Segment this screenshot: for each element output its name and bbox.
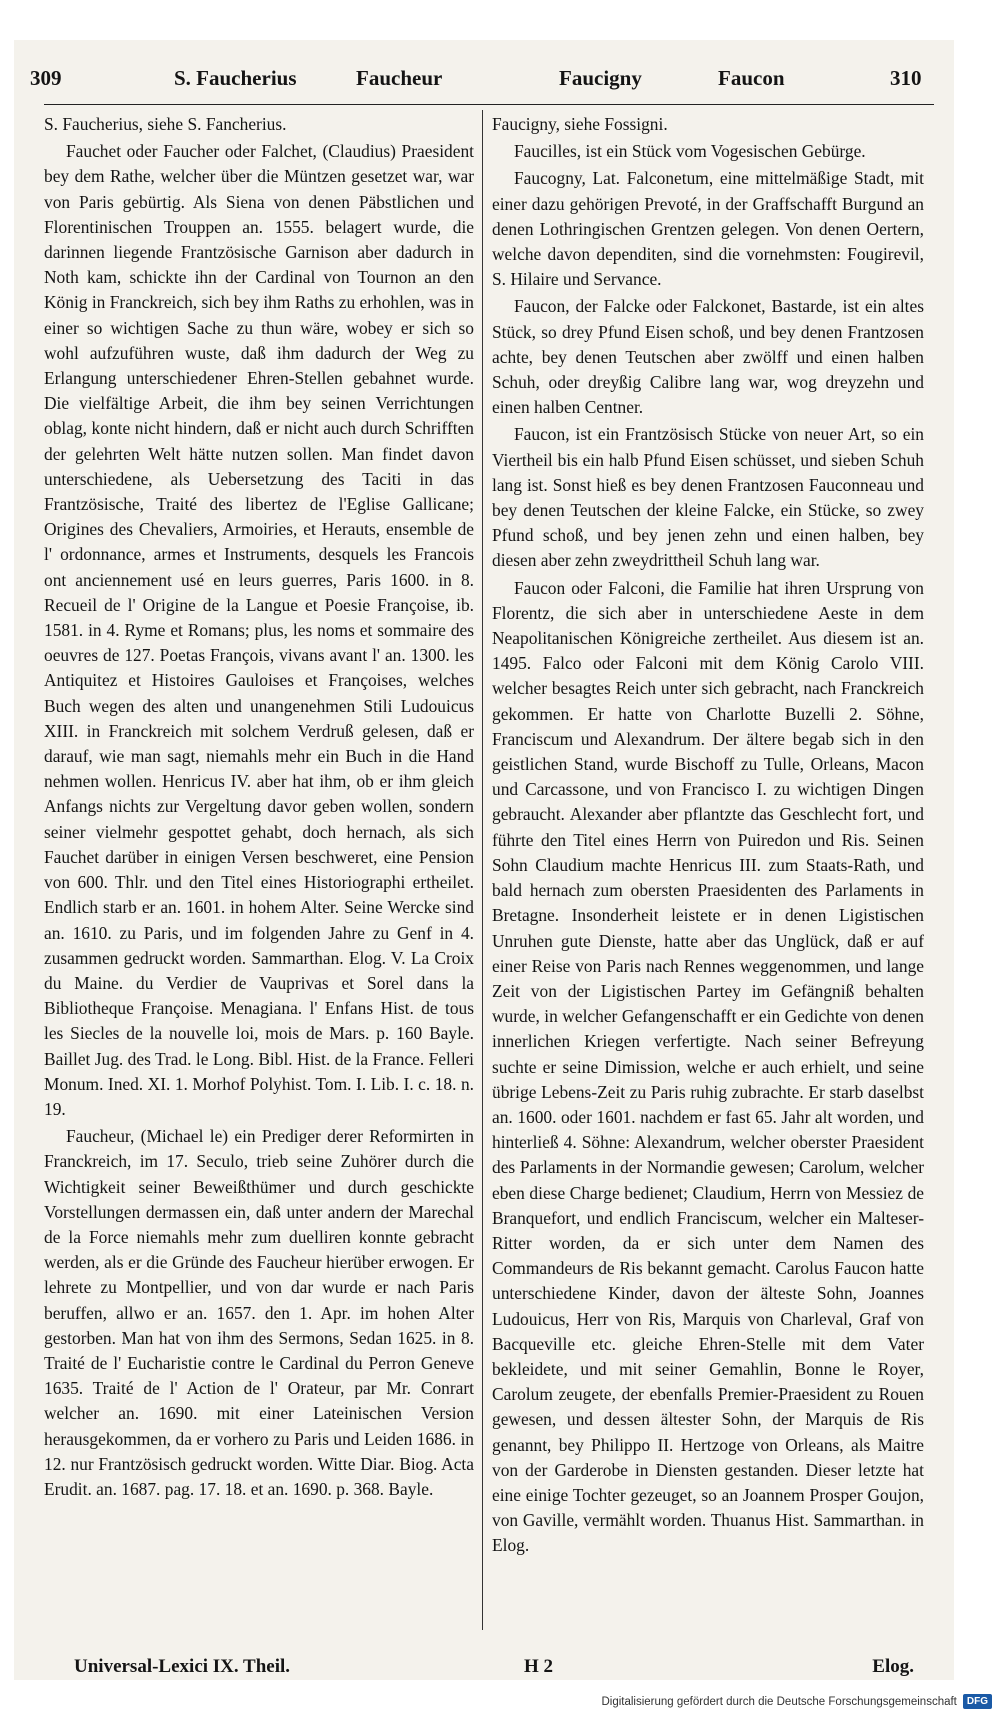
right-header-title-2: Faucon: [718, 66, 785, 90]
right-header-title-1: Faucigny: [559, 66, 642, 90]
sheet-mark: H 2: [524, 1656, 554, 1677]
left-header-title-1: S. Faucherius: [174, 66, 297, 90]
entry-text: Faucogny, Lat. Falconetum, eine mittelmäßige Stadt, mit einer dazu gehörigen Prevoté, in der Graffschafft Burgund an denen Lothringischen Grentzen gelegen. Von denen Oertern, welche davon dependiten, sind die vornehmsten: Fougirevil, S. Hilaire und Servance.: [492, 168, 924, 290]
digitization-credit: [601, 1694, 992, 1709]
right-column: [492, 112, 924, 1612]
entry-text: Fauchet oder Faucher oder Falchet, (Claudius) Praesident bey dem Rathe, welcher über die Müntzen gesetzet war, war von Paris gebürtig. Als Siena von denen Päbstlichen und Florentinischen Trouppen an. 1555. belagert wurde, die darinnen liegende Frantzösische Garnison aber dadurch in Noth kam, schickte ihn der Cardinal von Tournon an den König in Franckreich, sich bey ihm Raths zu erhohlen, was in einer so wichtigen Sache zu thun wäre, wobey er sich so wohl aufzuführen wuste, daß ihm dadurch der Weg zu Erlangung unterschiedener Ehren-Stellen gebahnet wurde. Die vielfältige Arbeit, die ihm bey seinen Verrichtungen oblag, konte nicht hindern, daß er nicht auch durch Schrifften der gelehrten Welt hätte nutzen sollen. Man findet davon unterschiedene, als Uebersetzung des Taciti in das Frantzösische, Traité des libertez de l'Eglise Gallicane; Origines des Chevaliers, Armoiries, et Herauts, ensemble de l' ordonnance, armes et Instruments, desquels les Francois ont anciennement usé en leurs guerres, Paris 1600. in 8. Recueil de l' Origine de la Langue et Poesie Françoise, ib. 1581. in 4. Ryme et Romans; plus, les noms et sommaire des oeuvres de 127. Poetas François, vivans avant l' an. 1300. les Antiquitez et Histoires Gauloises et Françoises, welches Buch wegen des alten und unangenehmen Stili Ludouicus XIII. in Franckreich mit solchem Verdruß gelesen, daß er darauf, wie man sagt, niemahls mehr ein Buch in die Hand nehmen wollen. Henricus IV. aber hat ihm, ob er ihm gleich Anfangs nichts zur Vergeltung davor geben wollen, sondern seiner vielmehr gespottet gehabt, doch hernach, als sich Fauchet darüber in einigen Versen beschweret, eine Pension von 600. Thlr. und den Titel eines Historiographi ertheilet. Endlich starb er an. 1601. in hohem Alter. Seine Wercke sind an. 1610. zu Paris, und im folgenden Jahre zu Genf in 4. zusammen gedruckt worden. Sammarthan. Elog. V. La Croix du Maine. du Verdier de Vauprivas et Sorel dans la Bibliotheque Françoise. Menagiana. l' Enfans Hist. de tous les Siecles de la nouvelle loi, mois de Mars. p. 160 Bayle. Baillet Jug. des Trad. le Long. Bibl. Hist. de la France. Felleri Monum. Ined. XI. 1. Morhof Polyhist. Tom. I. Lib. I. c. 18. n. 19.: [44, 141, 474, 1119]
entry-text: Faucheur, (Michael le) ein Prediger derer Reformirten in Franckreich, im 17. Seculo, trieb seine Zuhörer durch die Wichtigkeit seiner Beweißthümer und durch geschickte Vorstellungen dermassen ein, daß unter andern der Marechal de la Force niemahls mehr zum duelliren konnte gebracht werden, als er die Gründe des Faucheur hierüber erwogen. Er lehrete zu Montpellier, und von dar wurde er nach Paris beruffen, allwo er an. 1657. den 1. Apr. im hohen Alter gestorben. Man hat von ihm des Sermons, Sedan 1625. in 8. Traité de l' Eucharistie contre le Cardinal du Perron Geneve 1635. Traité de l' Action de l' Orateur, par Mr. Conrart welcher an. 1690. mit einer Lateinischen Version herausgekommen, da er vorhero zu Paris und Leiden 1686. in 12. nur Frantzösisch gedruckt worden. Witte Diar. Biog. Acta Erudit. an. 1687. pag. 17. 18. et an. 1690. p. 368. Bayle.: [44, 1126, 474, 1499]
page-footer: [64, 1652, 914, 1686]
right-page-number: 310: [890, 66, 922, 90]
left-page-number: 309: [30, 66, 62, 90]
entry-text: Faucon, der Falcke oder Falckonet, Bastarde, ist ein altes Stück, so drey Pfund Eisen schoß, und bey denen Frantzosen achte, bey denen Teutschen aber zwölff und einen halben Schuh, oder dreyßig Calibre lang war, wog dreyzehn und einen halben Centner.: [492, 296, 924, 418]
dfg-logo-icon: DFG: [963, 1694, 992, 1709]
running-header: [24, 58, 944, 104]
signature-line: Universal-Lexici IX. Theil.: [74, 1656, 291, 1677]
catchword: Elog.: [872, 1656, 914, 1677]
column-divider: [482, 110, 483, 1630]
entry-text: Faucilles, ist ein Stück vom Vogesischen Gebürge.: [514, 141, 866, 162]
entry-text: Faucigny, siehe Fossigni.: [492, 114, 668, 134]
entry-text: S. Faucherius, siehe S. Fancherius.: [44, 114, 287, 134]
left-header-title-2: Faucheur: [356, 66, 443, 90]
left-column: [44, 112, 474, 1612]
header-rule: [44, 104, 934, 105]
scanned-page: [14, 40, 954, 1680]
entry-text: Faucon, ist ein Frantzösisch Stücke von neuer Art, so ein Viertheil bis ein halb Pfund Eisen schüsset, und sieben Schuh lang ist. Sonst hieß es bey denen Frantzosen Fauconneau und bey denen Teutschen der kleine Falcke, ein Stücke, so zwey Pfund schoß, und bey jenen zehn und einen halben, bey diesen aber zehn zweydrittheil Schuh lang war.: [492, 424, 924, 571]
entry-text: Faucon oder Falconi, die Familie hat ihren Ursprung von Florentz, die sich aber in unterschiedene Aeste in dem Neapolitanischen Königreiche zertheilet. Aus diesem ist an. 1495. Falco oder Falconi mit dem König Carolo VIII. welcher besagtes Reich unter sich gebracht, nach Franckreich gekommen. Er hatte von Charlotte Buzelli 2. Söhne, Franciscum und Alexandrum. Der ältere begab sich in den geistlichen Stand, wurde Bischoff zu Tulle, Orleans, Macon und Carcassone, und von Francisco I. zu wichtigen Dingen gebraucht. Alexander aber pflantzte das Geschlecht fort, und führte den Titel eines Herrn von Puiredon und Ris. Seinen Sohn Claudium machte Henricus III. zum Staats-Rath, und bald hernach zum obersten Praesidenten des Parlaments in Bretagne. Insonderheit leistete er in denen Ligistischen Unruhen gute Dienste, hatte aber das Unglück, daß er auf einer Reise von Paris nach Rennes weggenommen, und lange Zeit von der Ligistischen Partey im Gefängniß behalten wurde, in welcher Gefangenschafft er ein Gedichte von denen innerlichen Kriegen verfertigte. Nach seiner Befreyung suchte er seine Dimission, welche er auch erhielt, und seine übrige Lebens-Zeit zu Paris ruhig zubrachte. Er starb daselbst an. 1600. oder 1601. nachdem er fast 65. Jahr alt worden, und hinterließ 4. Söhne: Alexandrum, welcher oberster Praesident des Parlaments in der Normandie gewesen; Carolum, welcher eben diese Charge bedienet; Claudium, Herrn von Messiez de Branquefort, und endlich Franciscum, welcher ein Malteser-Ritter worden, da er sich unter dem Namen des Commandeurs de Ris bekannt gemacht. Carolus Faucon hatte unterschiedene Kinder, davon der älteste Sohn, Joannes Ludouicus, Herr von Ris, Marquis von Charleval, Graf von Bacqueville etc. gleiche Ehren-Stelle mit dem Vater bekleidete, und mit seiner Gemahlin, Bonne le Royer, Carolum zeugete, der ebenfalls Premier-Praesident zu Rouen gewesen, und dessen ältester Sohn, der Marquis de Ris genannt, bey Philippo II. Hertzoge von Orleans, als Maitre von der Garderobe in Diensten gestanden. Dieser letzte hat eine einige Tochter gezeuget, so an Joannem Prosper Goujon, von Gaville, vermählt worden. Thuanus Hist. Sammarthan. in Elog.: [492, 577, 924, 1556]
credit-text: Digitalisierung gefördert durch die Deutsche Forschungsgemeinschaft: [601, 1695, 957, 1708]
